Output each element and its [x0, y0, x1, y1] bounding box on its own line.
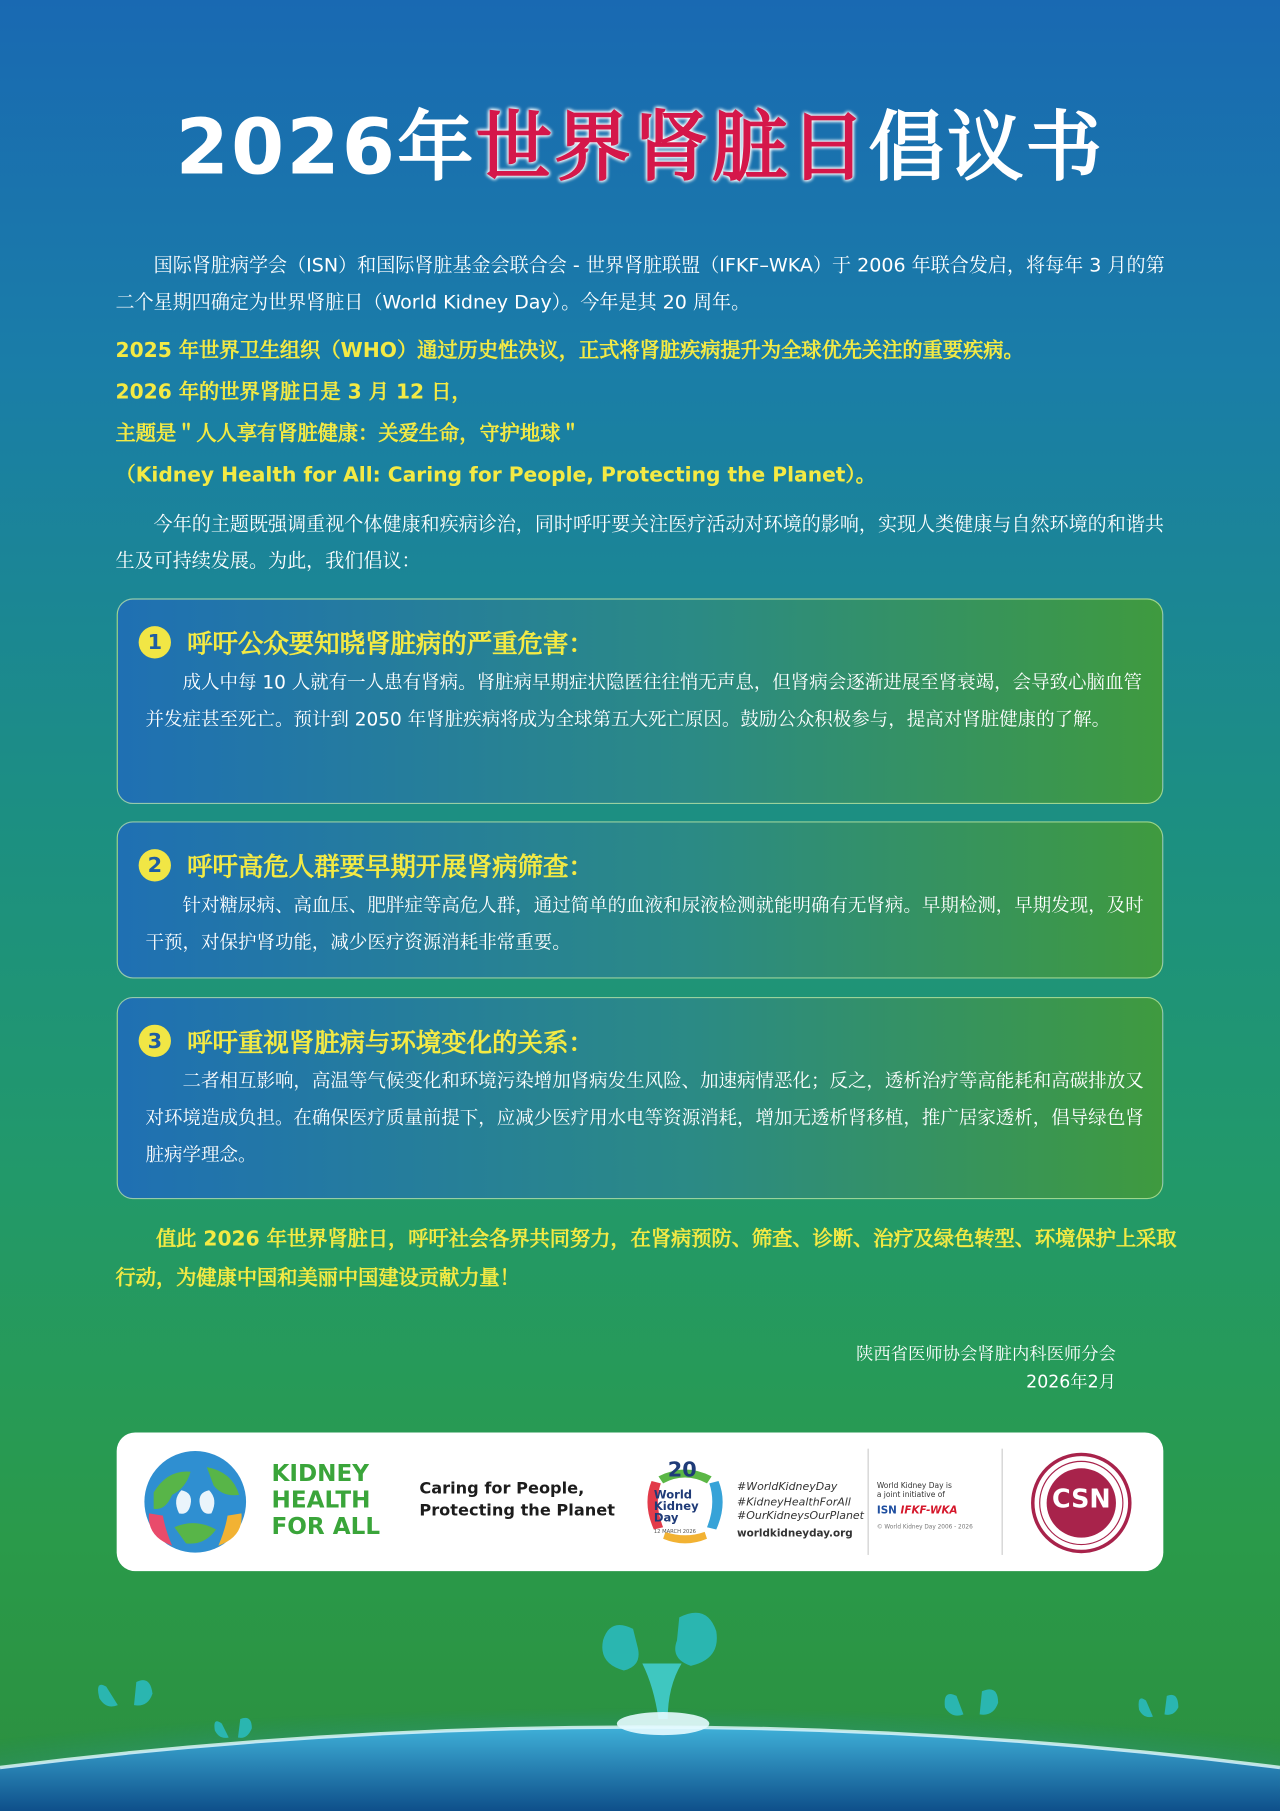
- initiative-card-2: [117, 821, 1164, 978]
- world-kidney-day-logo: [642, 1458, 727, 1548]
- divider: [868, 1449, 869, 1555]
- theme-tagline: [419, 1479, 615, 1523]
- number-badge: 2: [139, 849, 171, 881]
- card-header: [139, 848, 594, 883]
- title-year: 2026年: [175, 102, 476, 192]
- isn-logo: ISN: [876, 1505, 897, 1517]
- title-suffix: 倡议书: [868, 102, 1105, 192]
- kidney-health-for-all-logo: [271, 1460, 380, 1540]
- csn-wordmark: CSN: [1051, 1485, 1111, 1515]
- earth-kidney-illustration-icon: [0, 1594, 1280, 1811]
- card-body: 针对糖尿病、高血压、肥胖症等高危人群，通过简单的血液和尿液检测就能明确有无肾病。早期检测，早期发现，及时干预，对保护肾功能，减少医疗资源消耗非常重要。: [145, 894, 1144, 954]
- tagline-line: Caring for People,: [419, 1479, 585, 1499]
- wkd-url: worldkidneyday.org: [737, 1527, 853, 1540]
- card-body: 成人中每 10 人就有一人患有肾病。肾脏病早期症状隐匿往往悄无声息，但肾病会逐渐进展至肾衰竭，会导致心脑血管并发症甚至死亡。预计到 2050 年肾脏疾病将成为全球第五大死亡原因。鼓励公众积极参与，提高对肾脏健康的了解。: [145, 671, 1142, 731]
- card-body: 二者相互影响，高温等气候变化和环境污染增加肾病发生风险、加速病情恶化；反之，透析治疗等高能耗和高碳排放又对环境造成负担。在确保医疗质量前提下，应减少医疗用水电等资源消耗，增加无透析肾移植，推广居家透析，倡导绿色肾脏病学理念。: [145, 1069, 1144, 1166]
- hashtag: #KidneyHealthForAll: [737, 1495, 851, 1509]
- wkd-title-line: World: [653, 1489, 693, 1502]
- intro-paragraph-2: 今年的主题既强调重视个体健康和疾病诊治，同时呼吁要关注医疗活动对环境的影响，实现人类健康与自然环境的和谐共生及可持续发展。为此，我们倡议：: [115, 512, 1164, 572]
- number-badge: 3: [139, 1025, 171, 1057]
- highlight-date: 2026 年的世界肾脏日是 3 月 12 日，: [115, 381, 472, 405]
- wkd-date: 12 MARCH 2026: [653, 1529, 696, 1536]
- ifkf-logo: IFKF-WKA: [900, 1505, 958, 1517]
- copyright: © World Kidney Day 2006 - 2026: [876, 1523, 973, 1531]
- card-title: 呼吁高危人群要早期开展肾病筛查：: [187, 853, 594, 883]
- hashtag-list: [737, 1481, 864, 1541]
- partner-logos: [877, 1506, 973, 1515]
- joint-initiative: [877, 1481, 973, 1532]
- hashtag: #OurKidneysOurPlanet: [737, 1509, 864, 1523]
- initiative-card-1: [117, 598, 1164, 804]
- divider: [1002, 1449, 1003, 1555]
- intro-paragraph-1: 国际肾脏病学会（ISN）和国际肾脏基金会联合会 - 世界肾脏联盟（IFKF–WKA）于 2006 年联合发启，将每年 3 月的第二个星期四确定为世界肾脏日（World Kidney Day）。今年是其 20 周年。: [115, 254, 1165, 314]
- highlight-theme: 主题是＂人人享有肾脏健康：关爱生命，守护地球＂: [115, 422, 581, 446]
- highlight-who: 2025 年世界卫生组织（WHO）通过历史性决议，正式将肾脏疾病提升为全球优先关注的重要疾病。: [115, 339, 1024, 363]
- wkd-title-line: Day: [653, 1512, 679, 1525]
- closing-statement: 值此 2026 年世界肾脏日，呼吁社会各界共同努力，在肾病预防、筛查、诊断、治疗及绿色转型、环境保护上采取行动，为健康中国和美丽中国建设贡献力量！: [115, 1228, 1177, 1291]
- card-title: 呼吁重视肾脏病与环境变化的关系：: [187, 1028, 594, 1058]
- wkd-anniversary: 20: [667, 1457, 697, 1483]
- khfa-line: HEALTH: [271, 1485, 371, 1514]
- logo-bar: [117, 1432, 1164, 1571]
- title-highlight: 世界肾脏日: [475, 102, 869, 192]
- card-title: 呼吁公众要知晓肾脏病的严重危害：: [187, 630, 594, 660]
- highlight-theme-en: （Kidney Health for All: Caring for People, Protecting the Planet）。: [115, 464, 876, 488]
- card-header: [139, 625, 594, 660]
- signature-org: 陕西省医师协会肾脏内科医师分会: [856, 1343, 1116, 1365]
- globe-kidney-logo-icon: [140, 1446, 251, 1557]
- khfa-line: FOR ALL: [271, 1512, 381, 1540]
- signature-date: 2026年2月: [1026, 1371, 1116, 1393]
- initiative-card-3: [117, 997, 1164, 1199]
- card-header: [139, 1024, 594, 1059]
- wkd-title-line: Kidney: [653, 1500, 699, 1514]
- khfa-line: KIDNEY: [271, 1459, 370, 1487]
- page-title: [0, 102, 1280, 194]
- hashtag: #WorldKidneyDay: [737, 1481, 838, 1494]
- tagline-line: Protecting the Planet: [419, 1501, 615, 1521]
- number-badge: 1: [139, 626, 171, 658]
- joint-text: a joint initiative of: [876, 1490, 945, 1500]
- joint-text: World Kidney Day is: [876, 1481, 952, 1491]
- wkd-title: [654, 1490, 719, 1525]
- csn-logo: [1029, 1451, 1133, 1555]
